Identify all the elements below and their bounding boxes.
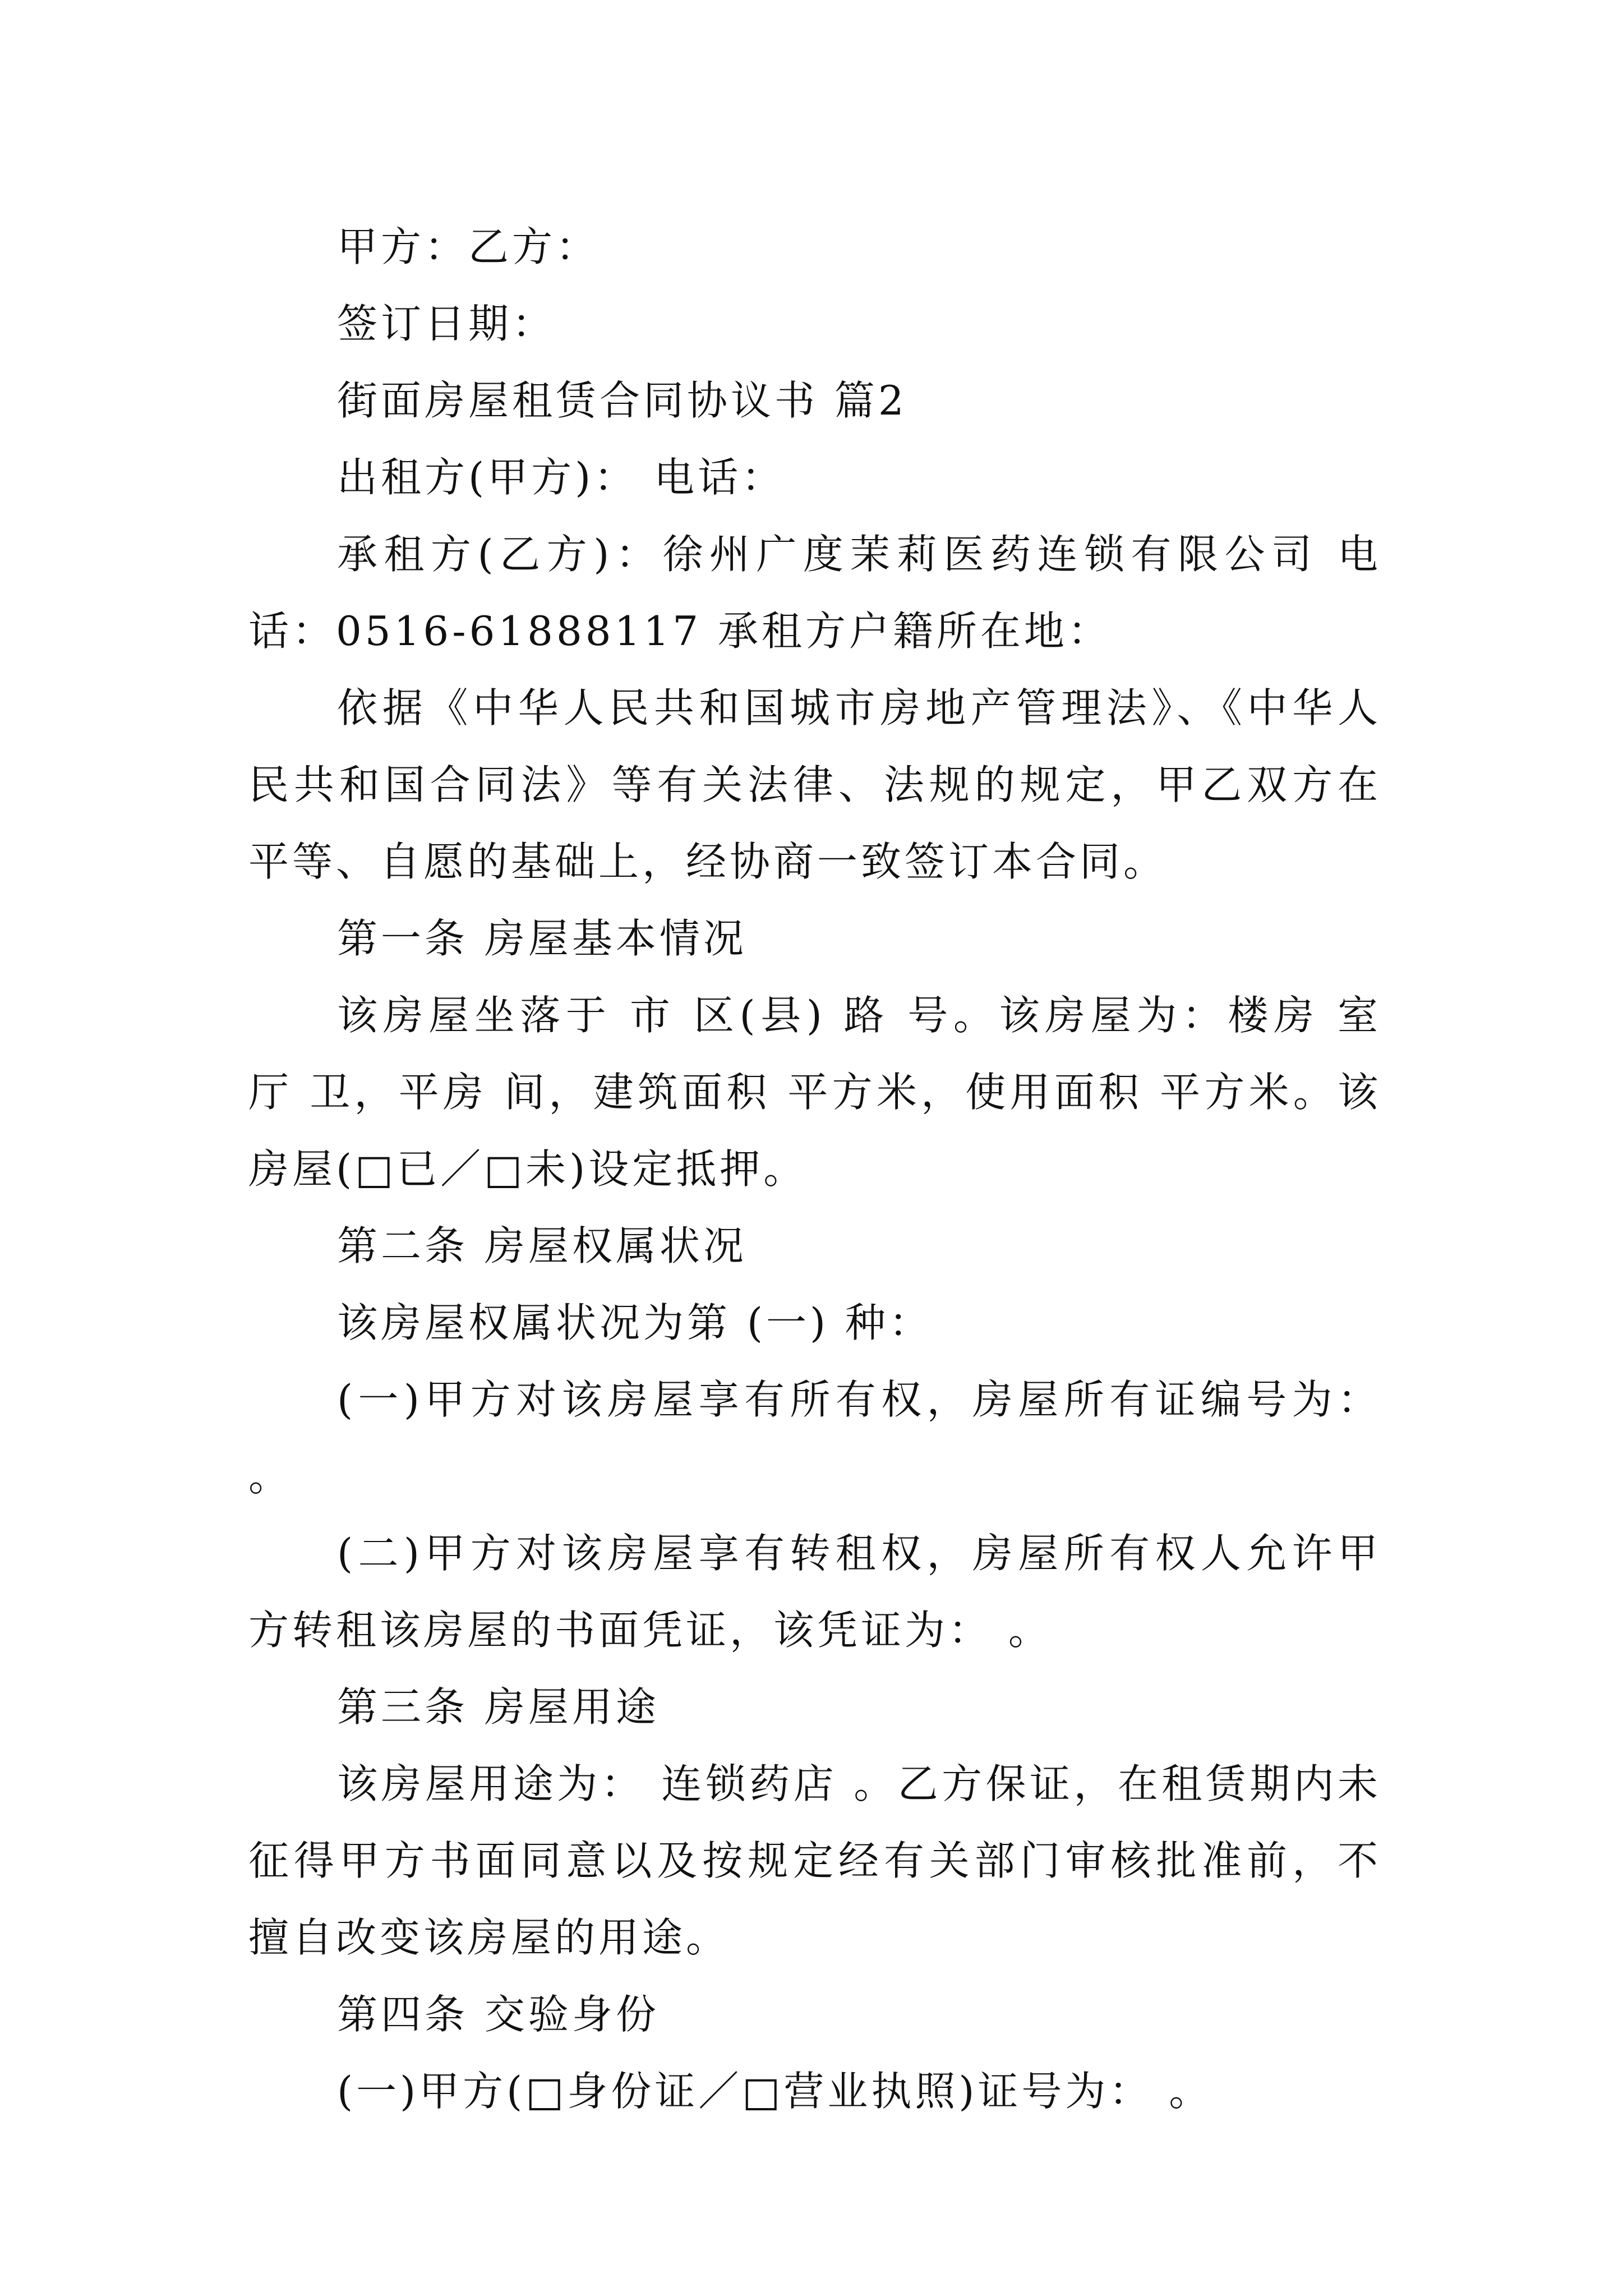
party-line: 甲方：乙方： xyxy=(337,223,600,270)
article-2-body: 该房屋权属状况为第 (一) 种： xyxy=(337,1299,933,1346)
article-3-body: 该房屋用途为： 连锁药店 。乙方保证，在租赁期内未征得甲方书面同意以及按规定经有关部门审核批准前，不擅自改变该房屋的用途。 xyxy=(248,1760,1381,1961)
article-3-heading: 第三条 房屋用途 xyxy=(337,1683,660,1731)
document-body xyxy=(248,209,1381,2130)
preamble-paragraph: 依据《中华人民共和国城市房地产管理法》、《中华人民共和国合同法》等有关法律、法规的规定，甲乙双方在平等、自愿的基础上，经协商一致签订本合同。 xyxy=(248,684,1381,885)
article-2-heading: 第二条 房屋权属状况 xyxy=(337,1222,747,1269)
article-4-item-1: (一)甲方(□身份证／□营业执照)证号为： 。 xyxy=(337,2068,1213,2115)
lessee-line: 承租方(乙方)：徐州广度茉莉医药连锁有限公司 电话：0516-61888117 承租方户籍所在地： xyxy=(248,531,1381,655)
article-2-item-1: (一)甲方对该房屋享有所有权，房屋所有证编号为： 。 xyxy=(248,1376,1381,1500)
signing-date-line: 签订日期： xyxy=(337,300,556,347)
section-title: 街面房屋租赁合同协议书 篇2 xyxy=(337,377,907,424)
lessor-line: 出租方(甲方)： 电话： xyxy=(337,454,786,501)
article-4-heading: 第四条 交验身份 xyxy=(337,1991,660,2038)
article-1-body: 该房屋坐落于 市 区(县) 路 号。该房屋为：楼房 室 厅 卫，平房 间，建筑面积 平方米，使用面积 平方米。该房屋(□已／□未)设定抵押。 xyxy=(248,992,1381,1193)
article-2-item-2: (二)甲方对该房屋享有转租权，房屋所有权人允许甲方转租该房屋的书面凭证，该凭证为： 。 xyxy=(248,1530,1381,1654)
article-1-heading: 第一条 房屋基本情况 xyxy=(337,915,747,962)
